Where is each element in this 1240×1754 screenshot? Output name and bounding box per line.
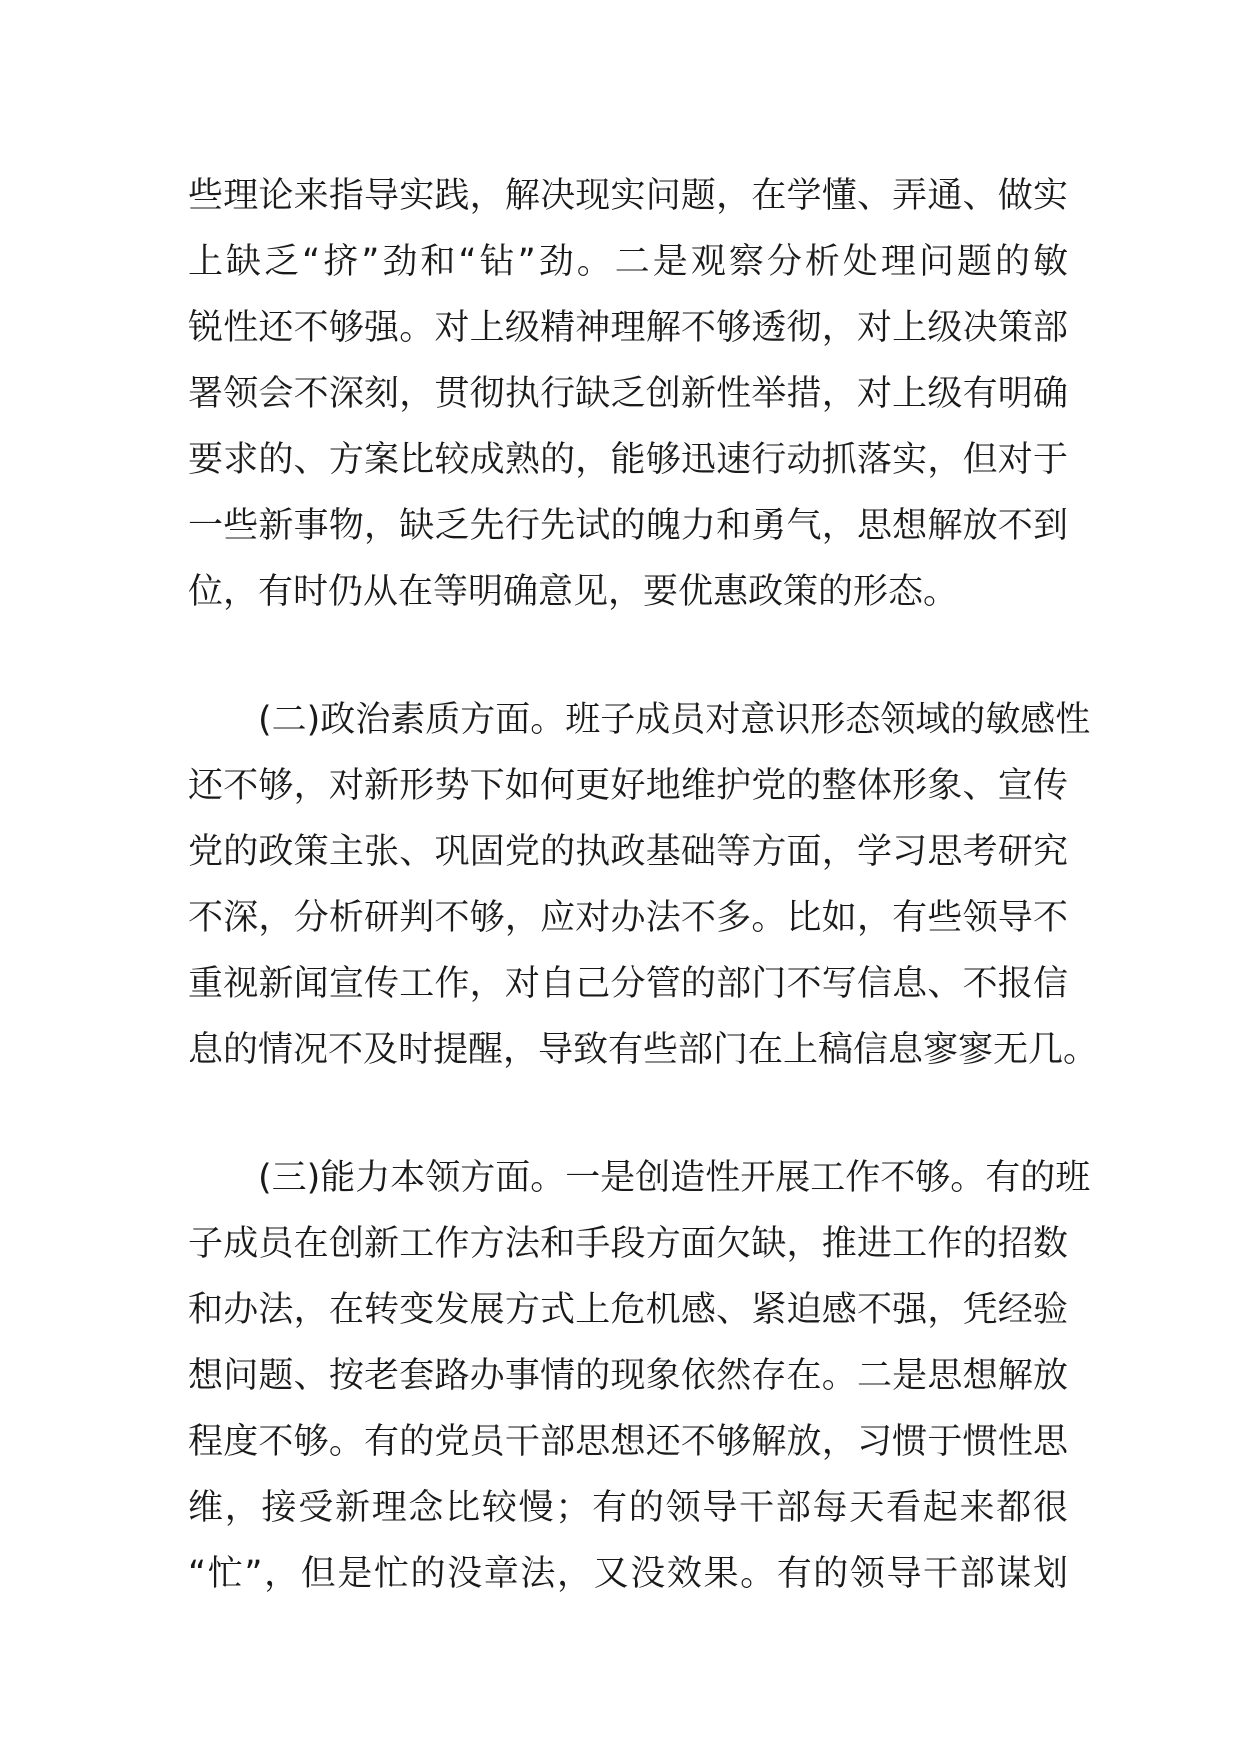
paragraph-1-line-1: 些理论来指导实践，解决现实问题，在学懂、弄通、做实 — [188, 176, 1068, 216]
paragraph-3-line-6: 维，接受新理念比较慢；有的领导干部每天看起来都很 — [188, 1488, 1068, 1528]
paragraph-1-line-3: 锐性还不够强。对上级精神理解不够透彻，对上级决策部 — [188, 308, 1068, 348]
paragraph-3-line-4: 想问题、按老套路办事情的现象依然存在。二是思想解放 — [188, 1356, 1068, 1396]
paragraph-2-line-2: 还不够，对新形势下如何更好地维护党的整体形象、宣传 — [188, 766, 1068, 806]
paragraph-2-line-4: 不深，分析研判不够，应对办法不多。比如，有些领导不 — [188, 898, 1068, 938]
paragraph-1-line-5: 要求的、方案比较成熟的，能够迅速行动抓落实，但对于 — [188, 440, 1068, 480]
paragraph-1-line-7: 位，有时仍从在等明确意见，要优惠政策的形态。 — [188, 572, 959, 612]
paragraph-3-line-5: 程度不够。有的党员干部思想还不够解放，习惯于惯性思 — [188, 1422, 1068, 1462]
paragraph-3-line-7: “忙”，但是忙的没章法，又没效果。有的领导干部谋划 — [188, 1554, 1068, 1594]
paragraph-2-line-1: (二)政治素质方面。班子成员对意识形态领域的敏感性 — [258, 700, 1091, 740]
paragraph-2-line-3: 党的政策主张、巩固党的执政基础等方面，学习思考研究 — [188, 832, 1068, 872]
paragraph-1-line-4: 署领会不深刻，贯彻执行缺乏创新性举措，对上级有明确 — [188, 374, 1068, 414]
paragraph-2-line-5: 重视新闻宣传工作，对自己分管的部门不写信息、不报信 — [188, 964, 1068, 1004]
paragraph-2-line-6: 息的情况不及时提醒，导致有些部门在上稿信息寥寥无几。 — [188, 1030, 1099, 1070]
paragraph-1-line-6: 一些新事物，缺乏先行先试的魄力和勇气，思想解放不到 — [188, 506, 1068, 546]
paragraph-3-line-1: (三)能力本领方面。一是创造性开展工作不够。有的班 — [258, 1158, 1091, 1198]
paragraph-3-line-2: 子成员在创新工作方法和手段方面欠缺，推进工作的招数 — [188, 1224, 1068, 1264]
paragraph-3-line-3: 和办法，在转变发展方式上危机感、紧迫感不强，凭经验 — [188, 1290, 1068, 1330]
paragraph-1-line-2: 上缺乏“挤”劲和“钻”劲。二是观察分析处理问题的敏 — [188, 242, 1068, 282]
